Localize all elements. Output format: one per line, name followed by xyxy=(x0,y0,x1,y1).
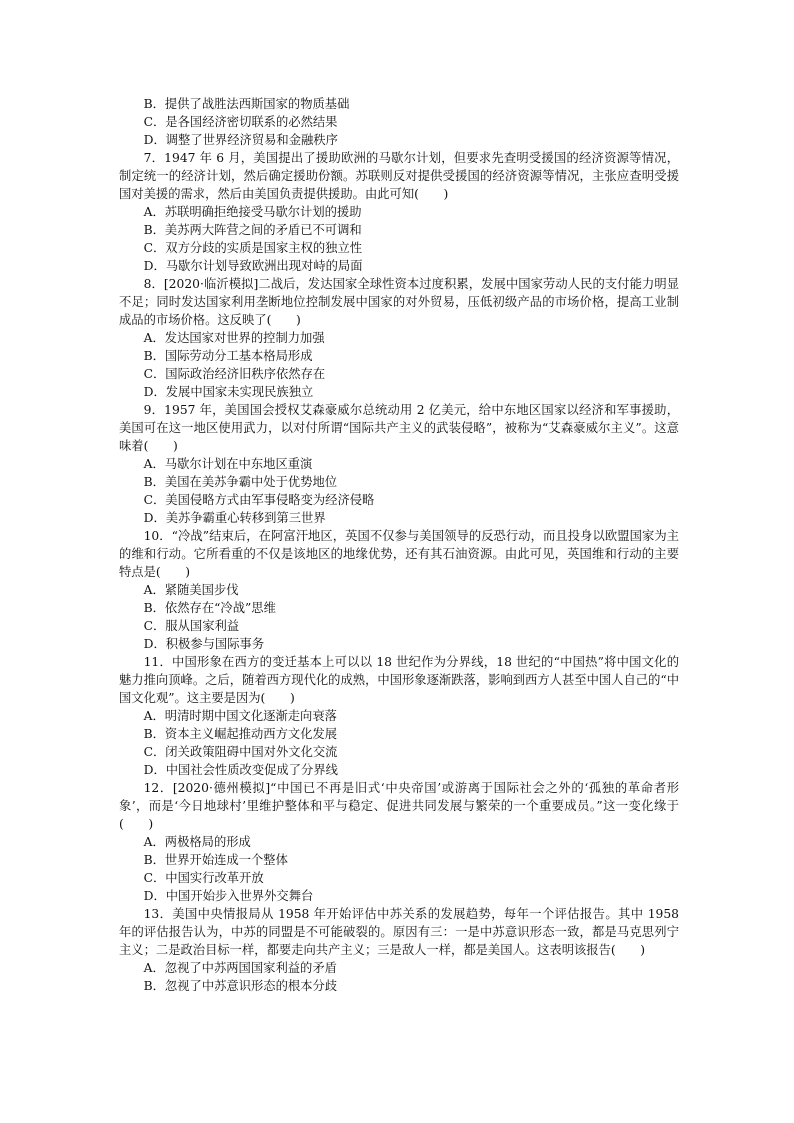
option-b: B．美苏两大阵营之间的矛盾已不可调和 xyxy=(143,223,362,237)
option-a: A．两极格局的形成 xyxy=(143,835,251,849)
option-c: C．闭关政策阻碍中国对外文化交流 xyxy=(143,745,338,759)
option-a: A．苏联明确拒绝接受马歇尔计划的援助 xyxy=(143,205,362,219)
option-c: C．中国实行改革开放 xyxy=(143,871,264,885)
option-d: D．中国开始步入世界外交舞台 xyxy=(143,889,314,903)
question-12: 12．[2020·德州模拟]“中国已不再是旧式‘中央帝国’或游离于国际社会之外的‘孤独的革命者形象’，而是‘今日地球村’里维护整体和平与稳定、促进共同发展与繁荣的一个重要成员。”这一变化缘于( ) xyxy=(119,781,679,831)
option-d: D．中国社会性质改变促成了分界线 xyxy=(143,763,338,777)
option-b: B．忽视了中苏意识形态的根本分歧 xyxy=(143,979,338,993)
option-c: C．双方分歧的实质是国家主权的独立性 xyxy=(143,241,363,255)
option-b: B．依然存在“冷战”思维 xyxy=(143,601,276,615)
option-b: B．国际劳动分工基本格局形成 xyxy=(143,349,313,363)
option-a: A．明清时期中国文化逐渐走向衰落 xyxy=(143,709,337,723)
question-8: 8．[2020·临沂模拟]二战后，发达国家全球性资本过度积累，发展中国家劳动人民的支付能力明显不足；同时发达国家利用垄断地位控制发展中国家的对外贸易，压低初级产品的市场价格，提高工业制成品的市场价格。这反映了( ) xyxy=(119,277,679,327)
question-10: 10．“冷战”结束后，在阿富汗地区，英国不仅参与美国领导的反恐行动，而且投身以欧盟国家为主的维和行动。它所看重的不仅是该地区的地缘优势，还有其石油资源。由此可见，英国维和行动的主要特点是( ) xyxy=(119,529,679,579)
option-c: C．是各国经济密切联系的必然结果 xyxy=(143,115,338,129)
option-a: A．马歇尔计划在中东地区重演 xyxy=(143,457,313,471)
option-d: D．调整了世界经济贸易和金融秩序 xyxy=(143,133,338,147)
question-9: 9．1957 年，美国国会授权艾森豪威尔总统动用 2 亿美元，给中东地区国家以经济和军事援助，美国可在这一地区使用武力，以对付所谓“国际共产主义的武装侵略”，被称为“艾森豪威尔主义”。这意味着( ) xyxy=(119,403,679,453)
question-7: 7．1947 年 6 月，美国提出了援助欧洲的马歇尔计划，但要求先查明受援国的经济资源等情况，制定统一的经济计划，然后确定援助份额。苏联则反对提供受援国的经济资源等情况，主张应查明受援国对美援的需求，然后由美国负责提供援助。由此可知( ) xyxy=(119,151,679,201)
option-a: A．发达国家对世界的控制力加强 xyxy=(143,331,325,345)
document-body xyxy=(119,95,679,995)
question-11: 11．中国形象在西方的变迁基本上可以以 18 世纪作为分界线，18 世纪的“中国热”将中国文化的魅力推向顶峰。之后，随着西方现代化的成熟，中国形象逐渐跌落，影响到西方人甚至中国人自己的“中国文化观”。这主要是因为( ) xyxy=(119,655,679,705)
option-a: A．忽视了中苏两国国家利益的矛盾 xyxy=(143,961,337,975)
option-a: A．紧随美国步伐 xyxy=(143,583,239,597)
option-c: C．国际政治经济旧秩序依然存在 xyxy=(143,367,326,381)
option-b: B．提供了战胜法西斯国家的物质基础 xyxy=(143,97,350,111)
option-d: D．积极参与国际事务 xyxy=(143,637,265,651)
option-d: D．发展中国家未实现民族独立 xyxy=(143,385,314,399)
option-c: C．美国侵略方式由军事侵略变为经济侵略 xyxy=(143,493,375,507)
option-d: D．美苏争霸重心转移到第三世界 xyxy=(143,511,326,525)
option-b: B．资本主义崛起推动西方文化发展 xyxy=(143,727,338,741)
option-b: B．世界开始连成一个整体 xyxy=(143,853,288,867)
option-c: C．服从国家利益 xyxy=(143,619,240,633)
option-d: D．马歇尔计划导致欧洲出现对峙的局面 xyxy=(143,259,363,273)
option-b: B．美国在美苏争霸中处于优势地位 xyxy=(143,475,338,489)
question-13: 13．美国中央情报局从 1958 年开始评估中苏关系的发展趋势，每年一个评估报告。其中 1958 年的评估报告认为，中苏的同盟是不可能破裂的。原因有三：一是中苏意识形态一致，都是马克思列宁主义；二是政治目标一样，都要走向共产主义；三是敌人一样，都是美国人。这表明该报告( ) xyxy=(119,907,679,957)
